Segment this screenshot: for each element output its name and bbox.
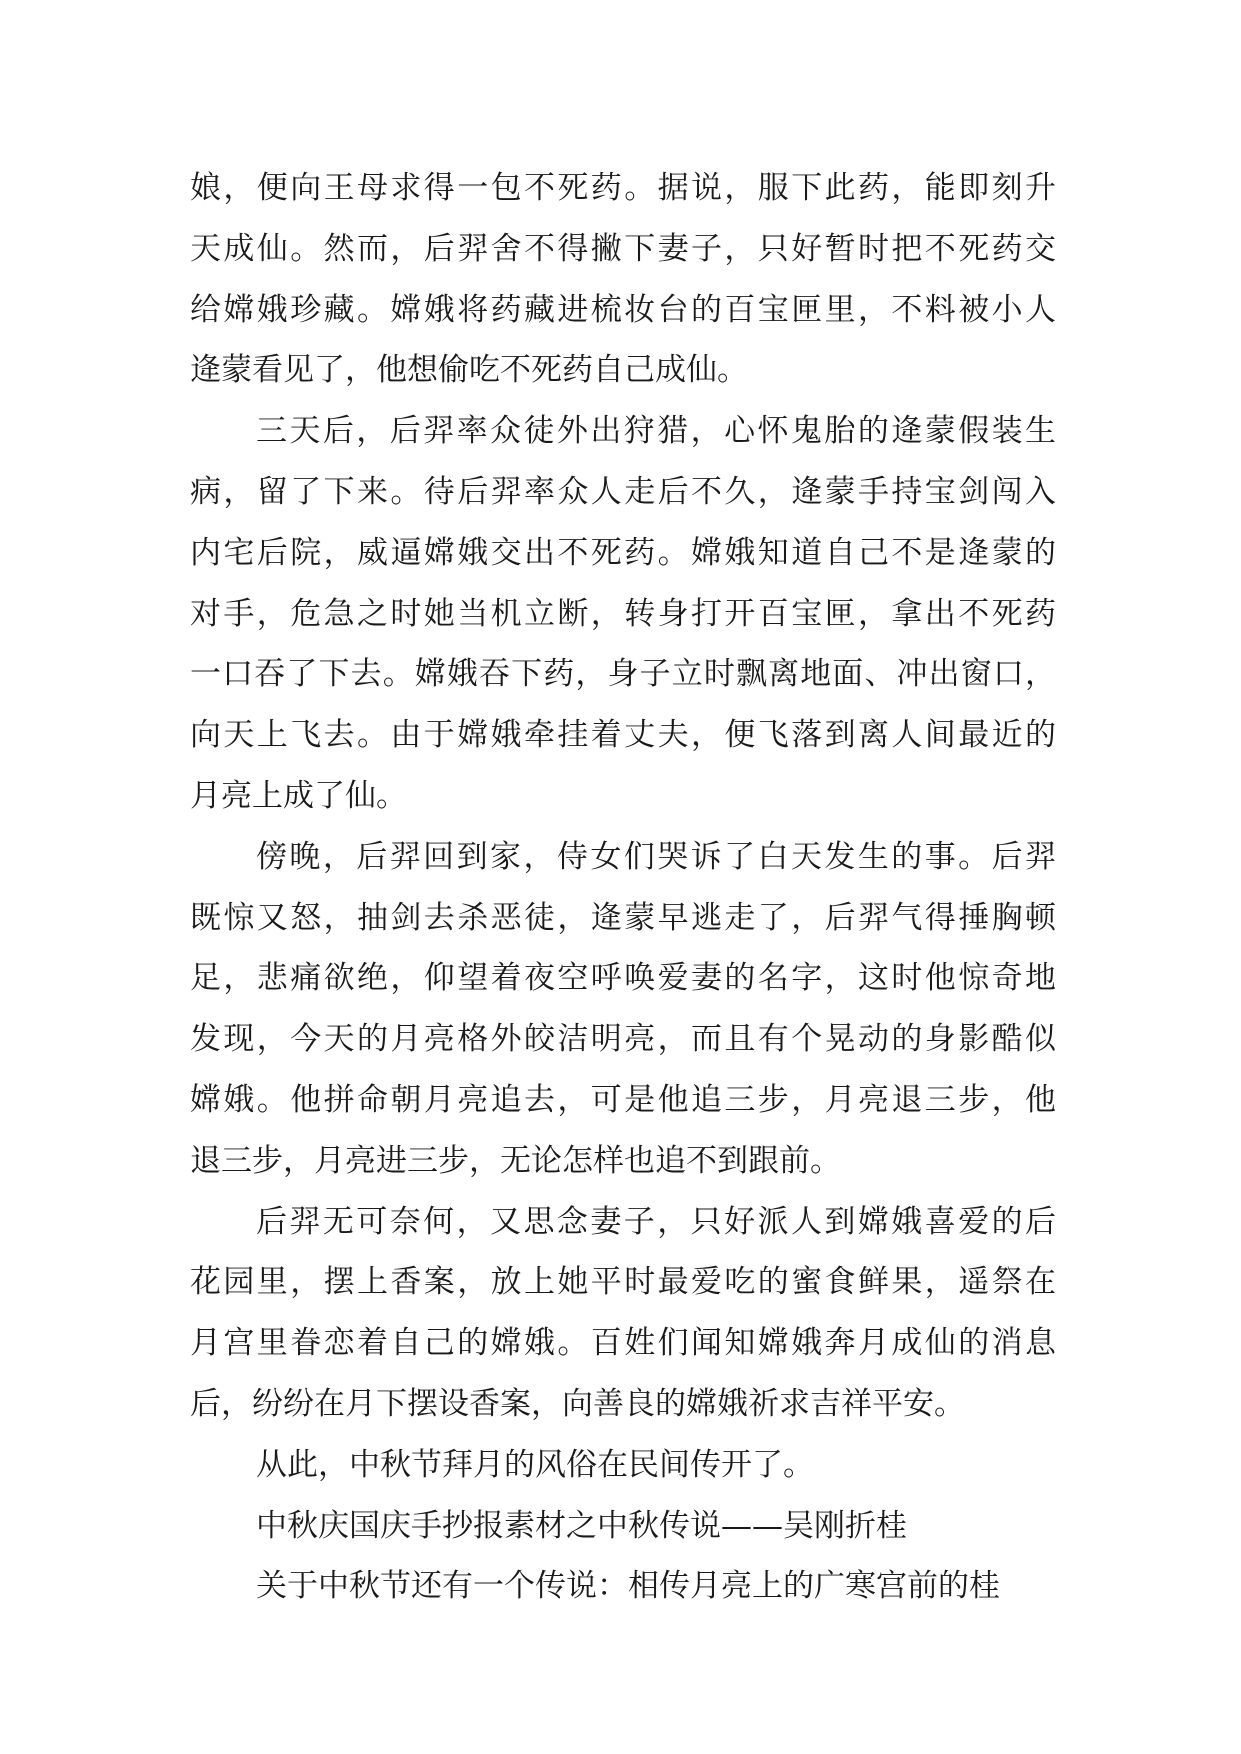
text-line: 从此，中秋节拜月的风俗在民间传开了。 xyxy=(256,1446,814,1483)
text-line: 向天上飞去。由于嫦娥牵挂着丈夫，便飞落到离人间最近的 xyxy=(190,717,1056,754)
text-line: 天成仙。然而，后羿舍不得撇下妻子，只好暂时把不死药交 xyxy=(190,230,1056,267)
text-line: 一口吞了下去。嫦娥吞下药，身子立时飘离地面、冲出窗口， xyxy=(190,656,1056,693)
text-line: 后羿无可奈何，又思念妻子，只好派人到嫦娥喜爱的后 xyxy=(256,1203,1056,1240)
text-line: 关于中秋节还有一个传说：相传月亮上的广寒宫前的桂 xyxy=(256,1568,1000,1605)
text-line: 对手，危急之时她当机立断，转身打开百宝匣，拿出不死药 xyxy=(190,595,1056,632)
text-line: 逄蒙看见了，他想偷吃不死药自己成仙。 xyxy=(190,352,748,389)
text-line: 傍晚，后羿回到家，侍女们哭诉了白天发生的事。后羿 xyxy=(256,838,1056,875)
text-line: 退三步，月亮进三步，无论怎样也追不到跟前。 xyxy=(190,1142,841,1179)
text-line: 发现，今天的月亮格外皎洁明亮，而且有个晃动的身影酷似 xyxy=(190,1021,1056,1058)
body-text xyxy=(190,158,1056,1617)
text-line: 花园里，摆上香案，放上她平时最爱吃的蜜食鲜果，遥祭在 xyxy=(190,1264,1056,1301)
text-line: 内宅后院，威逼嫦娥交出不死药。嫦娥知道自己不是逄蒙的 xyxy=(190,534,1056,571)
text-line: 月亮上成了仙。 xyxy=(190,777,407,814)
section-heading: 中秋庆国庆手抄报素材之中秋传说——吴刚折桂 xyxy=(256,1507,907,1544)
text-line: 后，纷纷在月下摆设香案，向善良的嫦娥祈求吉祥平安。 xyxy=(190,1385,965,1422)
text-line: 嫦娥。他拼命朝月亮追去，可是他追三步，月亮退三步，他 xyxy=(190,1081,1056,1118)
text-line: 月宫里眷恋着自己的嫦娥。百姓们闻知嫦娥奔月成仙的消息 xyxy=(190,1325,1056,1362)
text-line: 娘，便向王母求得一包不死药。据说，服下此药，能即刻升 xyxy=(190,170,1056,206)
text-line: 给嫦娥珍藏。嫦娥将药藏进梳妆台的百宝匣里，不料被小人 xyxy=(190,291,1056,328)
text-line: 足，悲痛欲绝，仰望着夜空呼唤爱妻的名字，这时他惊奇地 xyxy=(190,960,1056,997)
text-line: 病，留了下来。待后羿率众人走后不久，逄蒙手持宝剑闯入 xyxy=(190,473,1056,510)
text-line: 既惊又怒，抽剑去杀恶徒，逄蒙早逃走了，后羿气得捶胸顿 xyxy=(190,899,1056,936)
text-line: 三天后，后羿率众徒外出狩猎，心怀鬼胎的逄蒙假装生 xyxy=(256,413,1056,450)
